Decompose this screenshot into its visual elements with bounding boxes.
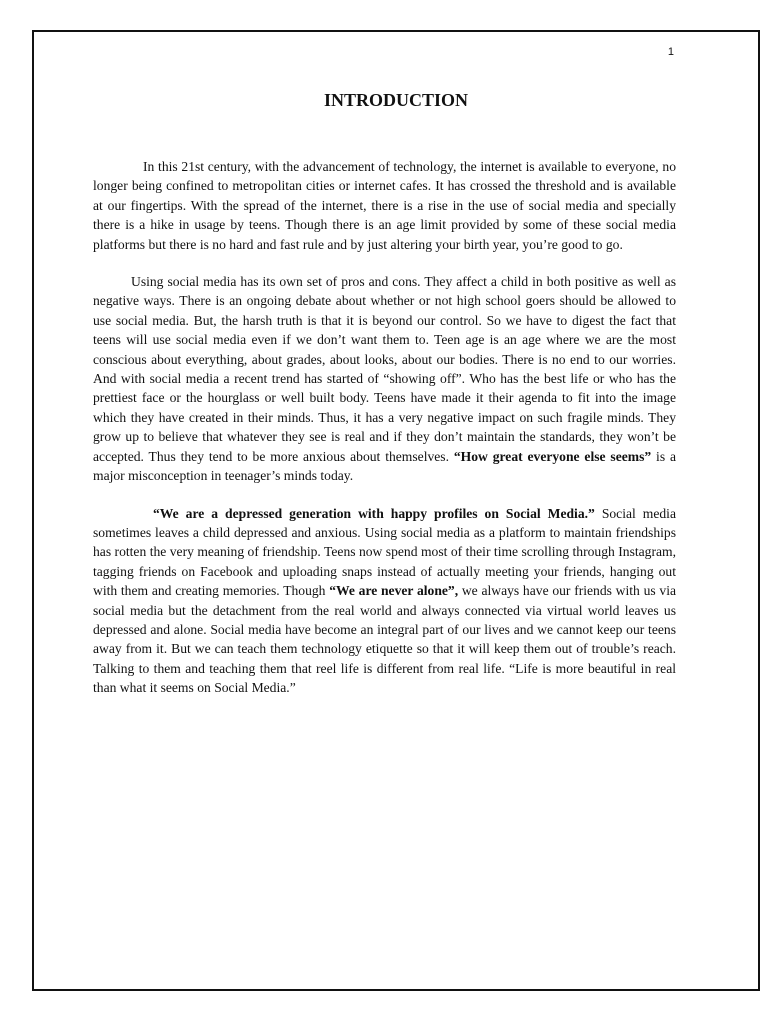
page-number: 1 xyxy=(667,46,674,58)
paragraph-2 xyxy=(93,272,676,485)
paragraph-2-text-before: Using social media has its own set of pros and cons. They affect a child in both positive as well as negative ways. There is an ongoing debate about whether or not high school goers should be allowed to use social media. But, the harsh truth is that it is beyond our control. So we have to digest the fact that teens will use social media even if we don’t want them to. Teen age is an age where we are the most conscious about everything, about grades, about looks, about our bodies. There is no end to our worries. And with social media a recent trend has started of “showing off”. Who has the best life or who has the prettiest face or the hourglass or well built body. Teens have made it their agenda to fit into the image which they have created in their minds. Thus, it has a very negative impact on such fragile minds. They grow up to believe that whatever they see is real and if they don’t maintain the standards, they won’t be accepted. Thus they tend to be more anxious about themselves. xyxy=(93,274,676,464)
page-title: INTRODUCTION xyxy=(323,90,469,110)
paragraph-3-bold-quote-2: “We are never alone”, xyxy=(329,583,459,599)
paragraph-3-text-2: we always have our friends with us via social media but the detachment from the real world and always connected via virtual world leaves us depressed and alone. Social media have become an integral part of our lives and we cannot keep our teens away from it. But we can teach them technology etiquette so that it will keep them out of trouble’s reach. Talking to them and teaching them that reel life is different from real life. “Life is more beautiful in real than what it seems on Social Media.” xyxy=(93,583,677,696)
document-page xyxy=(32,30,760,991)
paragraph-2-bold-quote: “How great everyone else seems” xyxy=(453,448,652,464)
body-text xyxy=(93,157,676,716)
paragraph-1 xyxy=(93,157,676,254)
paragraph-2-text-after: is a major misconception in teenager’s minds today. xyxy=(93,448,676,484)
paragraph-3 xyxy=(93,504,676,698)
paragraph-3-text-1: Social media sometimes leaves a child depressed and anxious. Using social media as a platform to maintain friendships has rotten the very meaning of friendship. Teens now spend most of their time scrolling through Instagram, tagging friends on Facebook and uploading snaps instead of actually meeting your friends, hanging out with them and creating memories. Though xyxy=(93,505,676,599)
paragraph-1-text: In this 21st century, with the advancement of technology, the internet is available to everyone, no longer being confined to metropolitan cities or internet cafes. It has crossed the threshold and is available at our fingertips. With the spread of the internet, there is a rise in the use of social media and specially there is a hike in usage by teens. Though there is an age limit provided by some of these social media platforms but there is no hard and fast rule and by just altering your birth year, you’re good to go. xyxy=(93,159,676,252)
paragraph-3-bold-quote-1: “We are a depressed generation with happy profiles on Social Media.” xyxy=(153,505,595,521)
